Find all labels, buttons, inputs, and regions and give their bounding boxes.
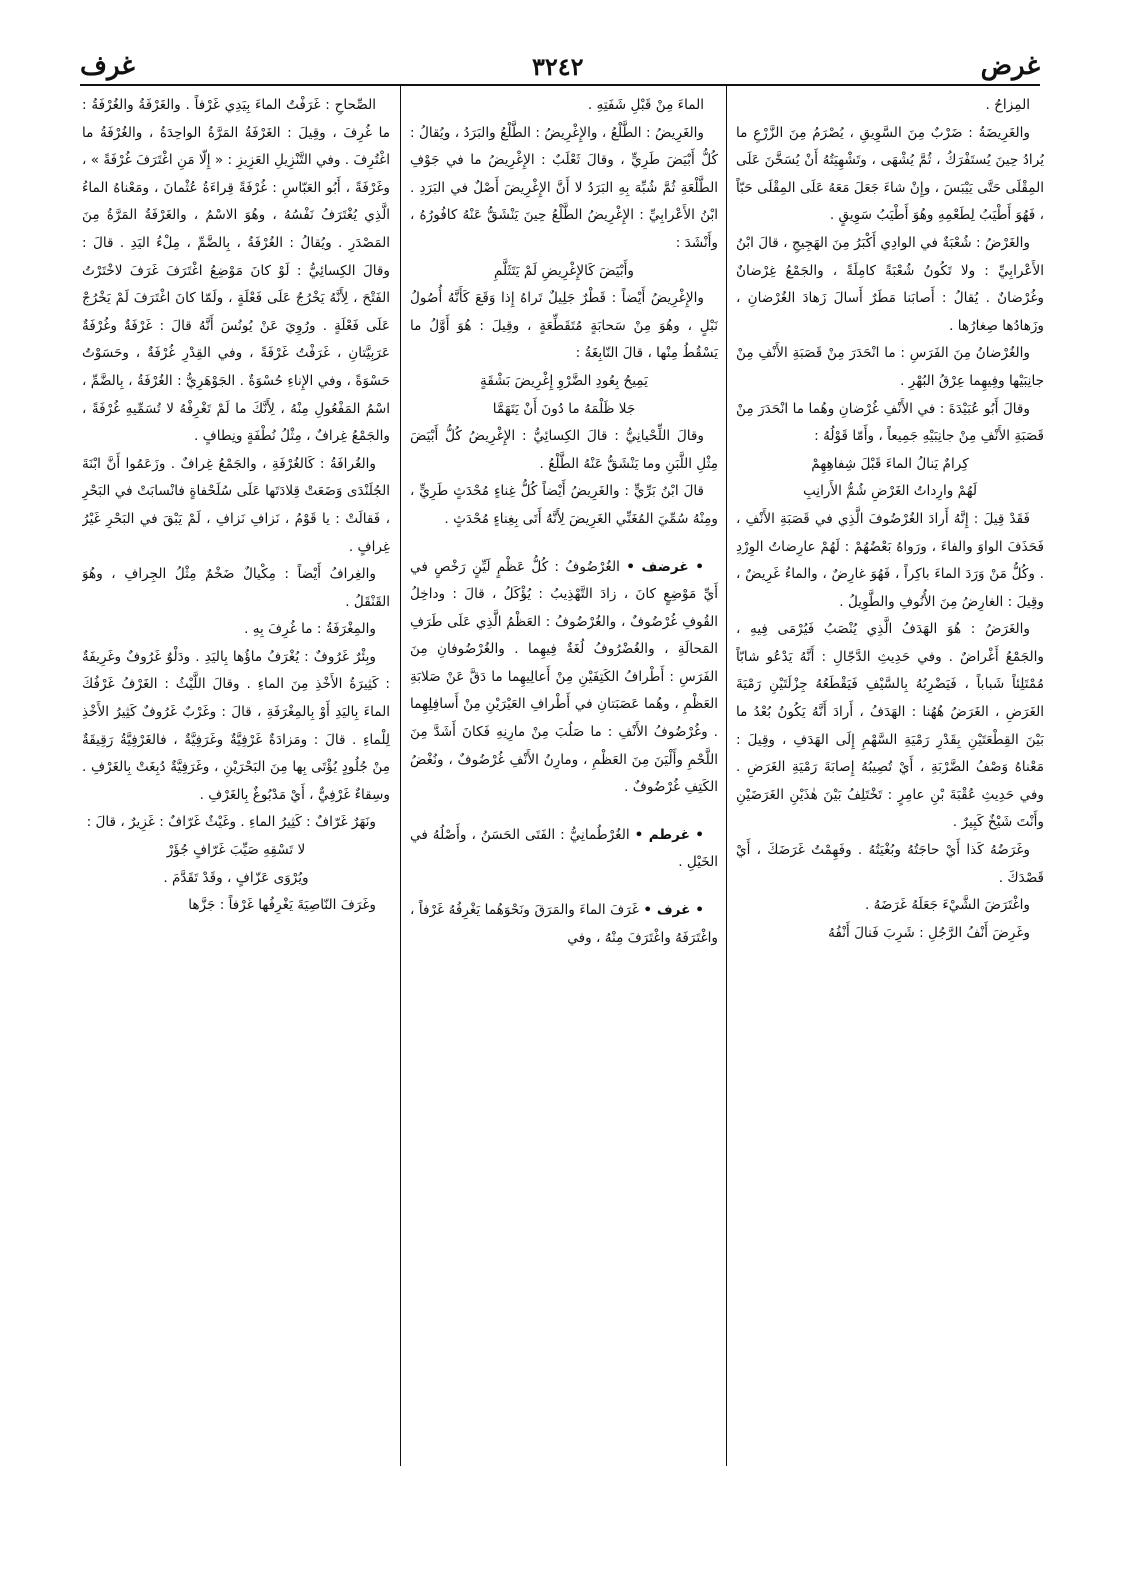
entry-headword: • غرف •: [643, 902, 704, 919]
paragraph: والغَرْضُ : شُعْبَةٌ في الوادِي أَكْبَرُ مِنَ الهَجِيجِ ، قالَ ابْنُ الأَعْرابِيِّ : ولا تَكُونُ شُعْبَةً كامِلَةً ، والجَمْعُ غِرْضانٌ وغُرْضانٌ . يُقالُ : أَصابَنا مَطَرٌ أَسالَ زَهادَ الغُرْضانِ ، وزَهادُها صِغارُها .: [736, 234, 1044, 334]
header-right-word: غرض: [980, 51, 1040, 81]
paragraph: والغَرَضُ : هُوَ الهَدَفُ الَّذِي يُنْصَبُ فَيُرْمَى فِيهِ ، والجَمْعُ أَغْراضٌ . وفي حَدِيثِ الدَّجّالِ : أَنَّهُ يَدْعُو شابّاً مُمْتَلِئاً شَباباً ، فَيَضْرِبُهُ بِالسَّيْفِ فَيَقْطَعُهُ جِزْلَتَيْنِ رَمْيَةَ الغَرَضِ ، الغَرَضُ هُهُنا : الهَدَفُ ، أَرادَ أَنَّهُ يَكُونُ بُعْدُ ما بَيْنَ القِطْعَتَيْنِ بِقَدْرِ رَمْيَةِ السَّهْمِ إِلَى الهَدَفِ ، وقِيلَ : مَعْناهُ وَصْفُ الضَّرْبَةِ ، أَيْ تُصِيبُهُ إِصابَةَ رَمْيَةِ الغَرَضِ . وفي حَدِيثِ عُقْبَةَ بْنِ عامِرٍ : تَخْتَلِفُ بَيْنَ هٰذَيْنِ الغَرَضَيْنِ وأَنْتَ شَيْخٌ كَبِيرٌ .: [736, 621, 1044, 831]
paragraph: قالَ ابْنُ بَرِّيٍّ : والغَرِيضُ أَيْضاً كُلُّ غِناءٍ مُحْدَثٍ طَرِيٍّ ، ومِنْهُ سُمِّيَ المُغَنِّي الغَرِيضَ لِأَنَّهُ أَتَى بِغِناءٍ مُحْدَثٍ .: [410, 483, 718, 527]
page-number: ٣٢٤٢: [531, 51, 584, 81]
column-divider-left: [400, 86, 401, 1466]
entry-headword: • غرطم •: [634, 826, 704, 843]
paragraph: وغَرَفَ النّاصِيَةَ يَغْرِفُها غَرْفاً : جَزَّها: [188, 897, 376, 914]
paragraph: والغِرافُ أَيْضاً : مِكْيالٌ ضَخْمٌ مِثْلُ الجِرافِ ، وهُوَ القَنْقَلُ .: [82, 566, 390, 610]
verse-line: جَلا ظَلْمَهُ ما دُونَ أَنْ يَتَهَمَّا: [492, 400, 636, 417]
verse-line: ويُرْوَى عَزّافٍ ، وقَدْ تَقَدَّمَ .: [163, 869, 309, 886]
paragraph: وغَرَضُهُ كَذا أَيْ حاجَتُهُ وبُغْيَتُهُ . وفَهِمْتُ غَرَضَكَ ، أَيْ قَصْدَكَ .: [736, 842, 1044, 886]
entry-text: غَرَفَ الماءَ والمَرَقَ ونَحْوَهُما يَغْرِفُهُ غَرْفاً ، واغْتَرَفَهُ واغْتَرَفَ مِنْهُ ، وفي: [410, 902, 718, 946]
paragraph: والغَرِيضَةُ : ضَرْبٌ مِنَ السَّوِيقِ ، يُصْرَمُ مِنَ الزَّرْعِ ما يُرادُ حِينَ يُستَفْرَكُ ، ثُمَّ يُشْهَى ، وتَشْهِيَتُهُ أَنْ يُسَخَّنَ عَلَى المِقْلَى حَتَّى يَيْبَسَ ، وإِنْ شاءَ جَعَلَ مَعَهُ عَلَى المِقْلَى حَبّاً ، فَهُوَ أَطْيَبُ لِطَعْمِهِ وهُوَ أَطْيَبُ سَوِيقٍ .: [736, 124, 1044, 224]
paragraph: والغَرِيضُ : الطَّلْعُ ، والإِغْرِيضُ : الطَّلْعُ والبَرَدُ ، ويُقالُ : كُلُّ أَبْيَضَ طَرِيٍّ ، وقالَ ثَعْلَبٌ : الإِغْرِيضُ ما في جَوْفِ الطَّلْعَةِ ثُمَّ شُبِّهَ بِهِ البَرَدُ لا أَنَّ الإِغْرِيضَ أَصْلٌ في البَرَدِ . ابْنُ الأَعْرابِيِّ : الإِغْرِيضُ الطَّلْعُ حِينَ يَنْشَقُّ عَنْهُ كافُورُهُ ، وأَنْشَدَ :: [410, 124, 718, 251]
paragraph: وقالَ أَبُو عُبَيْدَةَ : في الأَنْفِ غُرْضانِ وهُما ما انْحَدَرَ مِنْ قَصَبَةِ الأَنْفِ مِنْ جانِبَيْهِ جَمِيعاً ، وأَمّا قَوْلُهُ :: [736, 400, 1044, 445]
paragraph: واغْتَرَضَ الشَّيْءَ جَعَلَهُ غَرَضَهُ .: [864, 897, 1030, 914]
verse-line: لَهُمْ وارِداتُ الغَرْضِ شُمُّ الأَرانِبِ: [802, 483, 978, 500]
entry-text: الغُرْطُمانِيُّ : الفَتَى الحَسَنُ ، وأَصْلُهُ في الخَيْلِ .: [410, 826, 718, 871]
paragraph: الصِّحاحِ : غَرَفْتُ الماءَ بِيَدِي غَرْفاً . والغَرْفَةُ والغُرْفَةُ : ما غُرِفَ ، وقِيلَ : الغَرْفَةُ المَرَّةُ الواحِدَةُ ، والغُرْفَةُ ما اغْتُرِفَ . وفي التَّنْزِيلِ العَزِيزِ : « إِلّا مَنِ اغْتَرَفَ غُرْفَةً » ، وغَرْفَةً ، أَبُو العَبّاسِ : غُرْفَةً قِراءَةُ عُثْمانَ ، ومَعْناهُ الماءُ الَّذِي يُغْتَرَفُ نَفْسُهُ ، وهُوَ الاسْمُ ، والغَرْفَةُ المَرَّةُ مِنَ المَصْدَرِ . ويُقالُ : الغُرْفَةُ ، بِالضَّمِّ ، مِلْءُ اليَدِ . قالَ : وقالَ الكِسائِيُّ : لَوْ كانَ مَوْضِعُ اغْتَرَفَ غَرَفَ لاخْتَرْتُ الفَتْحَ ، لِأَنَّهُ يَخْرُجُ عَلَى فَعْلَةٍ ، ولَمّا كانَ اغْتَرَفَ لَمْ يَخْرُجْ عَلَى فَعْلَةٍ . ورُوِيَ عَنْ يُونُسَ أَنَّهُ قالَ : غَرْفَةٌ وغُرْفَةٌ عَرَبِيَّتانِ ، غَرَفْتُ غَرْفَةً ، وفي القِدْرِ غُرْفَةٌ ، وحَسَوْتُ حَسْوَةً ، وفي الإِناءِ حُسْوَةٌ . الجَوْهَرِيُّ : الغُرْفَةُ ، بِالضَّمِّ ، اسْمُ المَفْعُولِ مِنْهُ ، لِأَنَّكَ ما لَمْ تَغْرِفْهُ لا تُسَمِّيهِ غُرْفَةً ، والجَمْعُ غِرافٌ ، مِثْلُ نُطْفَةٍ ونِطافٍ .: [82, 97, 390, 445]
paragraph: فَقَدْ قِيلَ : إِنَّهُ أَرادَ الغُرْضُوفَ الَّذِي في قَصَبَةِ الأَنْفِ ، فَحَذَفَ الواوَ والفاءَ ، ورَواهُ بَعْضُهُمْ : لَهُمْ عارِضاتُ الوِرْدِ . وكُلُّ مَنْ وَرَدَ الماءَ باكِراً ، فَهُوَ غارِضٌ ، والماءُ غَرِيضٌ ، وقِيلَ : الغارِضُ مِنَ الأُنُوفِ والطَّوِيلُ .: [736, 510, 1044, 610]
column-divider-right: [726, 86, 727, 1466]
entry-headword: • غرضف •: [626, 558, 704, 575]
paragraph: والمِغْرَفَةُ : ما غُرِفَ بِهِ .: [244, 621, 376, 638]
header-rule: [80, 84, 1040, 86]
column-left: [82, 92, 390, 1462]
column-right: [736, 92, 1044, 1462]
header-left-word: غرف: [80, 51, 135, 81]
dictionary-entry: [410, 822, 718, 877]
column-middle: [410, 92, 718, 1462]
page-header: [80, 46, 1040, 86]
verse-line: وأَبْيَضَ كَالإِغْرِيضِ لَمْ يَتَثَلَّمِ: [494, 262, 634, 279]
verse-line: كِرامٌ يَنالُ الماءَ قَبْلَ شِفاهِهِمْ: [811, 455, 969, 472]
paragraph: وقالَ اللِّحْيانِيُّ : قالَ الكِسائِيُّ : الإِغْرِيضُ كُلُّ أَبْيَضَ مِثْلِ اللَّبَنِ وما يَنْشَقُّ عَنْهُ الطَّلْعُ .: [410, 428, 718, 472]
paragraph: والغُرافَةُ : كَالغُرْفَةِ ، والجَمْعُ غِرافٌ . وزَعَمُوا أَنَّ ابْنَةَ الجُلَنْدَى وَضَعَتْ قِلادَتَها عَلَى سُلَحْفاةٍ فانْسابَتْ في البَحْرِ ، فَقالَتْ : يا قَوْمُ ، نَزافِ نَزافِ ، لَمْ يَبْقَ في البَحْرِ غَيْرُ غِرافٍ .: [82, 455, 390, 555]
paragraph: وبِئْرٌ غَرُوفٌ : يُغْرَفُ ماؤُها بِاليَدِ . ودَلْوٌ غَرُوفٌ وغَرِيفَةٌ : كَثِيرَةُ الأَخْذِ مِنَ الماءِ . وقالَ اللَّيْثُ : الغَرْفُ غَرْفُكَ الماءَ بِاليَدِ أَوْ بِالمِغْرَفَةِ ، قالَ : وغَرْبٌ غَرُوفٌ كَثِيرُ الأَخْذِ لِلْماءِ . قالَ : ومَزادَةٌ غَرْفِيَّةٌ وغَرَفِيَّةٌ ، فالغَرْفِيَّةُ رَقِيقَةٌ مِنْ جُلُودٍ يُؤْتَى بِها مِنَ البَحْرَيْنِ ، وغَرَفِيَّةٌ دُبِغَتْ بِالغَرْفِ . وسِقاءٌ غَرْفِيٌّ ، أَيْ مَدْبُوغٌ بِالغَرْفِ .: [82, 648, 390, 803]
paragraph: والإِغْرِيضُ أَيْضاً : قَطْرٌ جَلِيلٌ تَراهُ إِذا وَقَعَ كَأَنَّهُ أُصُولُ نَبْلٍ ، وهُوَ مِنْ سَحابَةٍ مُتَقَطِّعَةٍ ، وقِيلَ : هُوَ أَوَّلُ ما يَسْقُطُ مِنْها ، قالَ النّابِغَةُ :: [410, 290, 718, 362]
paragraph: المِزاحُ .: [985, 97, 1030, 113]
verse-line: لا تَسْقِهِ صَيِّبَ غَرّافٍ جُؤَرْ: [166, 842, 306, 859]
dictionary-entry: [410, 554, 718, 802]
paragraph: والغُرْضانُ مِنَ الفَرَسِ : ما انْحَدَرَ مِنْ قَصَبَةِ الأَنْفِ مِنْ جانِبَيْها وفِيهِما عِرْقُ البُهْرِ .: [736, 345, 1044, 389]
paragraph: الماءَ مِنْ قَبْلِ شَفَتِهِ .: [587, 97, 704, 113]
paragraph: ونَهَرٌ غَرّافٌ : كَثِيرُ الماءِ . وغَيْثٌ غَرّافٌ : غَزِيرٌ ، قالَ :: [86, 814, 376, 831]
entry-text: الغُرْضُوفُ : كُلُّ عَظْمٍ لَيِّنٍ رَخْصٍ في أَيِّ مَوْضِعٍ كانَ ، زادَ التَّهْذِيبُ : يُؤْكَلُ ، قالَ : وداخِلُ القُوفِ غُرْضُوفٌ ، والغُرْضُوفُ : العَظْمُ الَّذِي عَلَى طَرَفِ المَحالَةِ ، والغُضْرُوفُ لُغَةٌ فِيهِما . والغُرْضُوفانِ مِنَ الفَرَسِ : أَطْرافُ الكَتِفَيْنِ مِنْ أَعالِيهِما ما دَقَّ عَنْ صَلابَةِ العَظْمِ ، وهُما عَصَبَتانِ في أَطْرافِ العَيْرَيْنِ مِنْ أَسافِلِهِما . وغُرْضُوفُ الأَنْفِ : ما صَلُبَ مِنْ مارِنِهِ فَكانَ أَشَدَّ مِنَ اللَّحْمِ وأَلْيَنَ مِنَ العَظْمِ ، ومارِنُ الأَنْفِ غُرْضُوفٌ ، ونُغْضُ الكَتِفِ غُرْضُوفٌ .: [410, 558, 718, 796]
verse-line: يَمِيحُ بِعُودِ الضَّرْوِ إِغْرِيضَ بَشْقَةٍ: [480, 372, 648, 389]
dictionary-entry: [410, 897, 718, 952]
paragraph: وغَرِضَ أَنْفُ الرَّجُلِ : شَرِبَ فَنالَ أَنْفُهُ: [828, 924, 1030, 941]
